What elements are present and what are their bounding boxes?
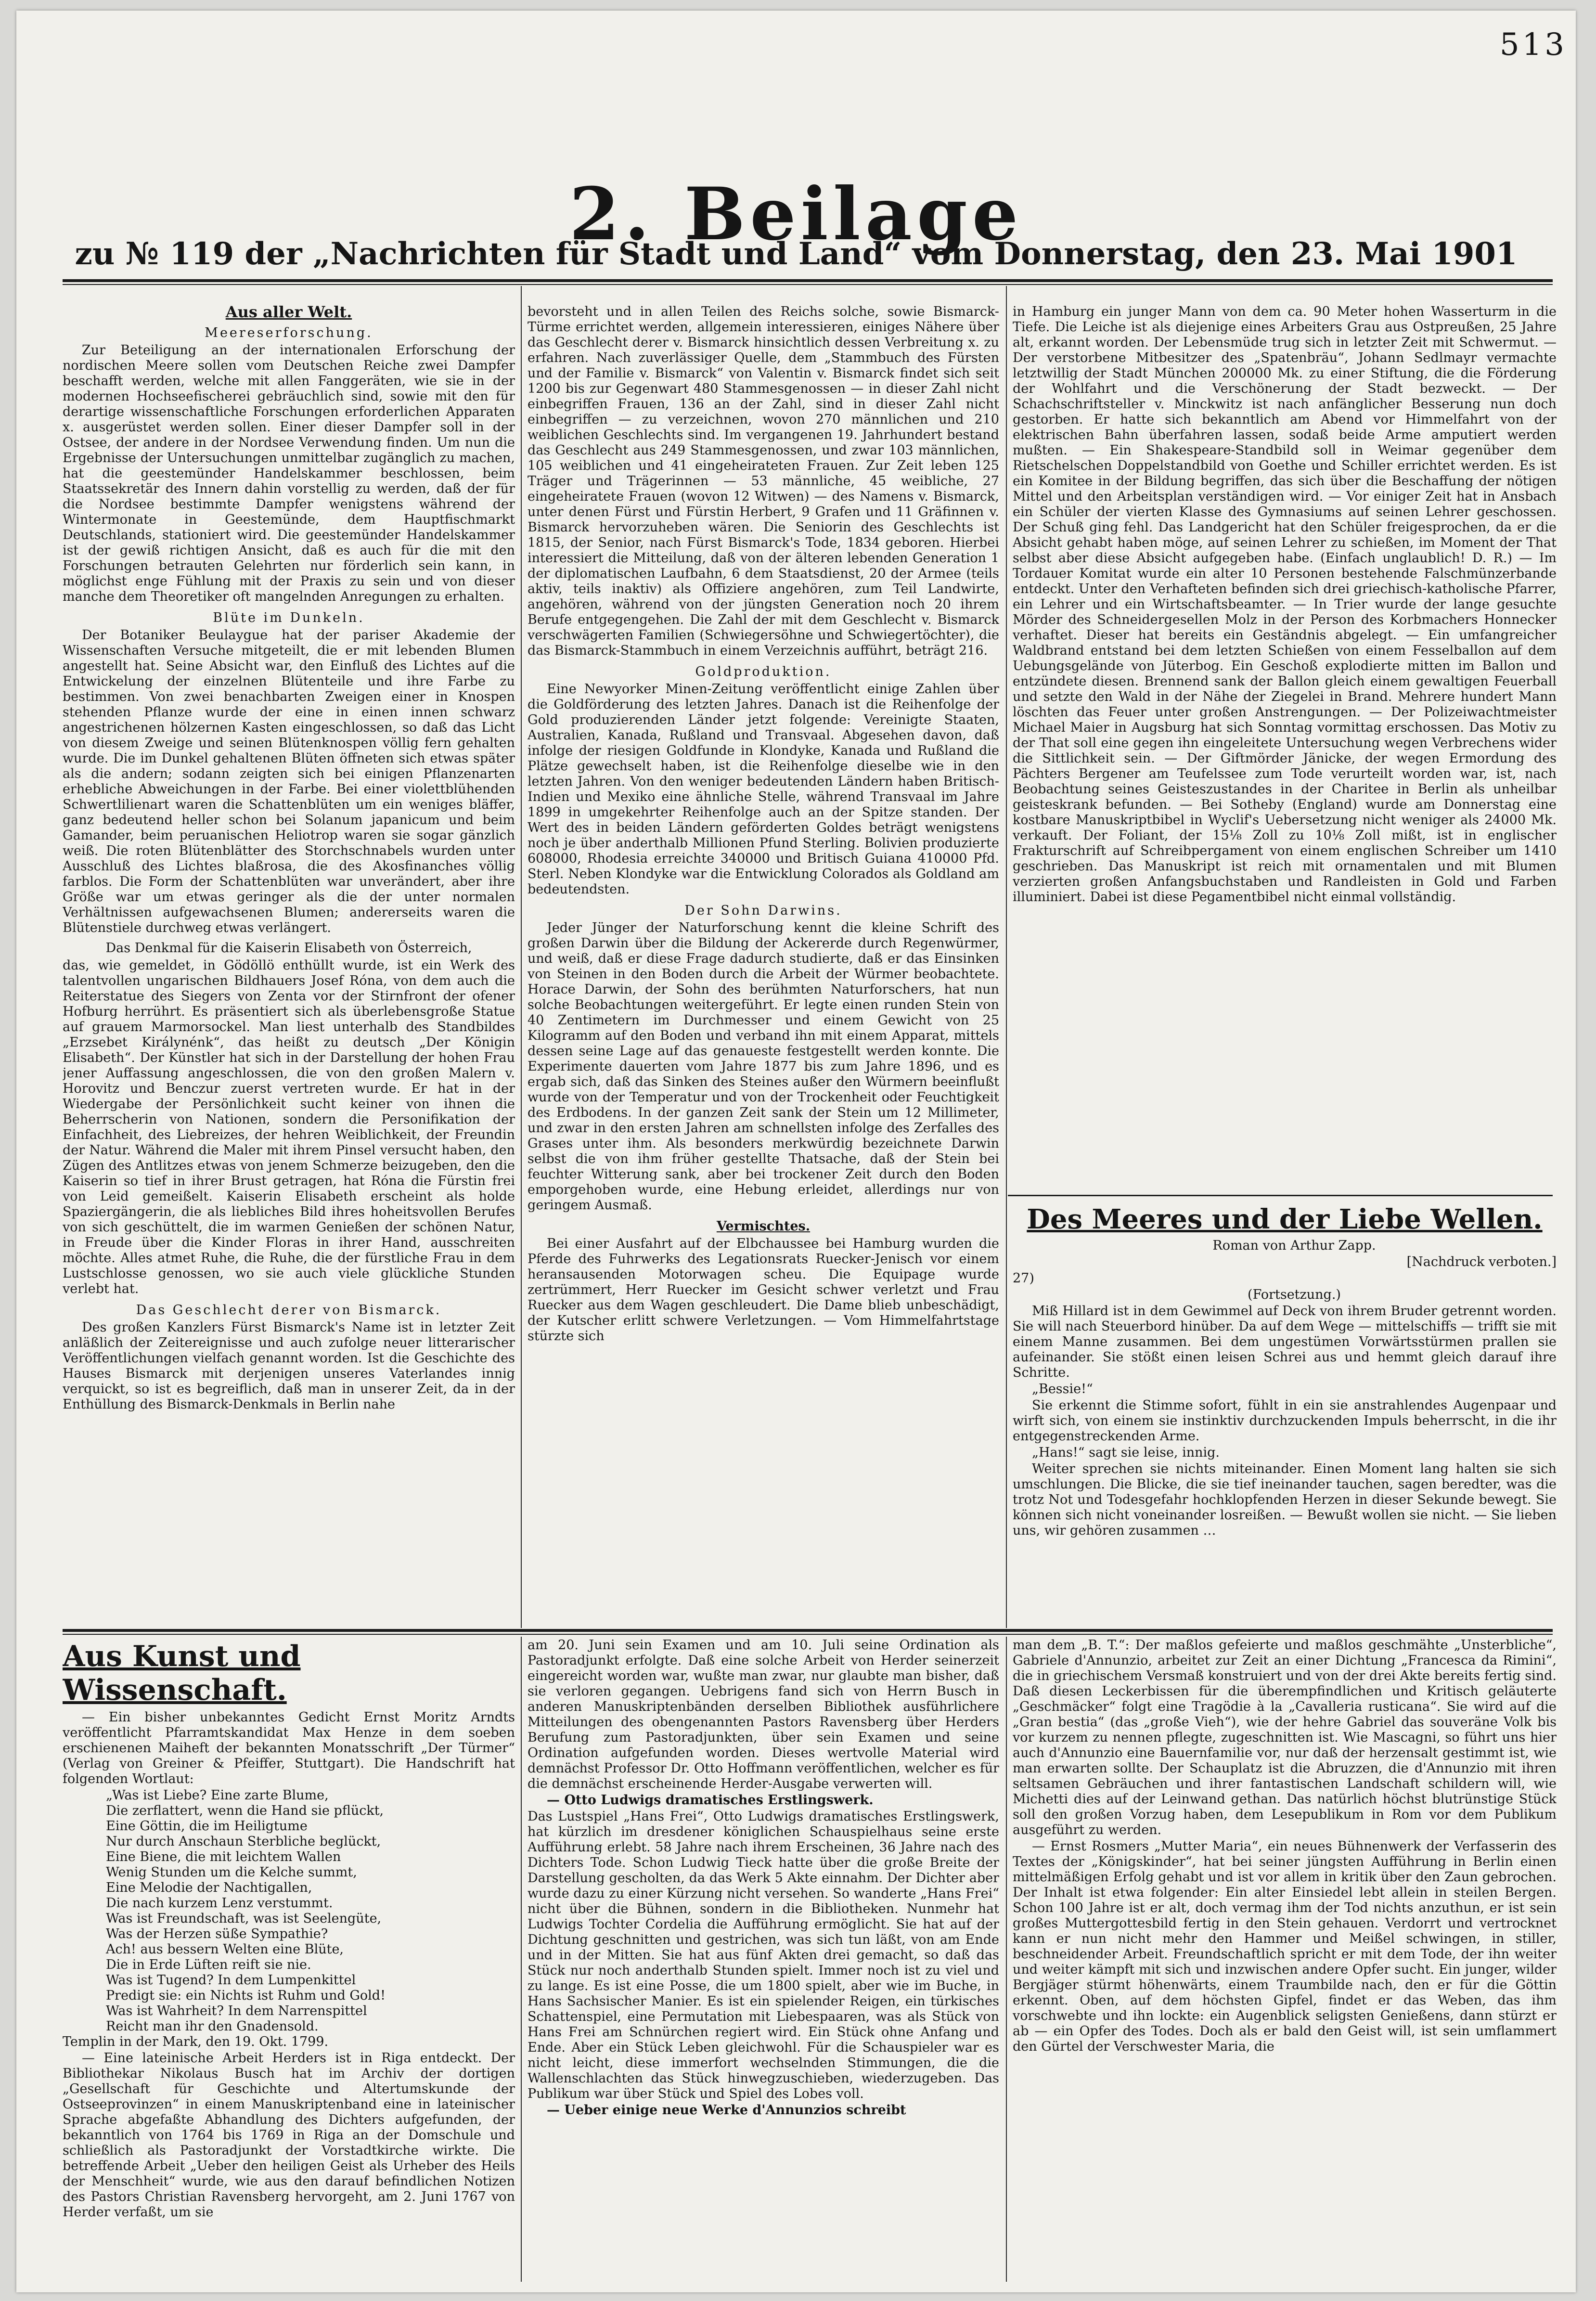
article-paragraph: Zur Beteiligung an der internationalen Erforschung der nordischen Meere sollen vom Deutschen Reiche zwei Dampfer beschafft werden, welche mit allen Fanggeräten, wie sie in der modernen Hochseefischerei gebräuchlich sind, sowie mit den für derartige wissenschaftliche Forschungen erforderlichen Apparaten x. ausgerüstet werden sollen. Einer dieser Dampfer soll in der Ostsee, der andere in der Nordsee Verwendung finden. Um nun die Ergebnisse der Untersuchungen unmittelbar zugänglich zu machen, hat die geestemünder Handelskammer beschlossen, beim Staatssekretär des Innern dahin vorstellig zu werden, daß der für die Nordsee bestimmte Dampfer wenigstens während der Wintermonate in Geestemünde, dem Hauptfischmarkt Deutschlands, stationiert wird. Die geestemünder Handelskammer ist der gewiß richtigen Ansicht, daß es auch für die mit den Forschungen betrauten Gelehrten nur förderlich sein kann, in möglichst enge Fühlung mit der Praxis zu sein und von dieser manche dem Theoretiker oft mangelnden Anregungen zu erhalten. [63,343,515,604]
serial-paragraph: Sie erkennt die Stimme sofort, fühlt in ein sie anstrahlendes Augenpaar und wirft sich, von einem sie instinktiv durchzuckenden Impuls beherrscht, in die ihr entgegenstreckenden Arme. [1013,1398,1557,1444]
column-divider [521,1637,522,2282]
section-rule [63,1629,1553,1632]
poem-line: Nur durch Anschaun Sterbliche beglückt, [106,1834,381,1849]
newspaper-page [16,11,1576,2292]
article-paragraph: Der Botaniker Beulaygue hat der pariser Akademie der Wissenschaften Versuche mitgeteilt, die er mit lebenden Blumen angestellt hat. Seine Absicht war, den Einfluß des Lichtes auf die Entwickelung der einzelnen Blütenteile und ihre Farbe zu bestimmen. Von zwei benachbarten Zweigen einer in Knospen stehenden Pflanze wurde der eine in einen innen schwarz angestrichenen hölzernen Kasten eingeschlossen, so daß das Licht von diesem Zweige und seinen Blütenknospen völlig fern gehalten wurde. Die im Dunkel gehaltenen Blüten öffneten sich etwas später als die andern; sodann zeigten sich bei einigen Pflanzenarten erhebliche Abweichungen in der Farbe. Bei einer violettblühenden Schwertlilienart waren die Schattenblüten um ein weniges bläffer, ganz bedeutend heller schon bei Solanum japanicum und beim Gamander, beim peruanischen Heliotrop waren sie sogar gänzlich weiß. Die roten Blütenblätter des Storchschnabels wurden unter Ausschluß des Lichtes blaßrosa, die des Akosfinanches völlig farblos. Die Form der Schattenblüten war unverändert, aber ihre Größe war um etwas geringer als die der unter normalen Verhältnissen aufgewachsenen Blumen; andererseits waren die Blütenstiele durchweg etwas verlängert. [63,628,515,935]
article-paragraph: in Hamburg ein junger Mann von dem ca. 90 Meter hohen Wasserturm in die Tiefe. Die Leiche ist als diejenige eines Arbeiters Grau aus Ostpreußen, 25 Jahre alt, erkannt worden. Der Lebensmüde trug sich in letzter Zeit mit Schwermut. — Der verstorbene Mitbesitzer des „Spatenbräu“, Johann Sedlmayr vermachte letztwillig der Stadt München 200000 Mk. zu einer Stiftung, die die Förderung der Wohlfahrt und die Verschönerung der Stadt bezweckt. — Der Schachschriftsteller v. Minckwitz ist nach anfänglicher Besserung nun doch gestorben. Er hatte sich bekanntlich am Abend vor Himmelfahrt von der elektrischen Bahn überfahren lassen, sodaß beide Arme amputiert werden mußten. — Ein Shakespeare-Standbild soll in Weimar gegenüber dem Rietschelschen Doppelstandbild von Goethe und Schiller errichtet werden. Es ist ein Komitee in der Bildung begriffen, das sich über die Beschaffung der nötigen Mittel und den Arbeitsplan verständigen wird. — Vor einiger Zeit hat in Ansbach ein Schüler der vierten Klasse des Gymnasiums auf seinen Lehrer geschossen. Der Schuß ging fehl. Das Landgericht hat den Schüler freigesprochen, da er die Absicht gehabt haben möge, auf seinen Lehrer zu schießen, im Moment der That selbst aber diese Absicht aufgegeben habe. (Einfach unglaublich! D. R.) — Im Tordauer Komitat wurde ein alter 10 Personen bestehende Falschmünzerbande entdeckt. Unter den Verhafteten befinden sich drei griechisch-katholische Pfarrer, ein Lehrer und ein Wirtschaftsbeamter. — In Trier wurde der lange gesuchte Mörder des Schneidergesellen Molz in der Person des Korbmachers Honnecker verhaftet. Dieser hat bereits ein Geständnis abgelegt. — Ein umfangreicher Waldbrand entstand bei dem letzten Schießen von einem Fesselballon auf dem Uebungsgelände von Jüterbog. Ein Geschoß explodierte mitten im Ballon und entzündete diesen. Brennend sank der Ballon gleich einem gewaltigen Feuerball und setzte den Wald in der Nähe der Ziegelei in Brand. Mehrere hundert Mann löschten das Feuer unter großen Anstrengungen. — Der Polizeiwachtmeister Michael Maier in Augsburg hat sich Sonntag vormittag erschossen. Das Motiv zu der That soll eine gegen ihn eingeleitete Untersuchung wegen Verbrechens wider die Sittlichkeit sein. — Der Giftmörder Jänicke, der wegen Ermordung des Pächters Bergener am Teufelssee zum Tode verurteilt worden war, ist, nach Beobachtung seines Geisteszustandes in der Charitee in Berlin als unheilbar geisteskrank befunden. — Bei Sotheby (England) wurde am Donnerstag eine kostbare Manuskriptbibel in Wyclif's Uebersetzung nicht weniger als 24000 Mk. verkauft. Der Foliant, der 15⅛ Zoll zu 10⅛ Zoll mißt, ist in englischer Frakturschrift auf Schreibpergament von einem englischen Schreiber um 1410 geschrieben. Das Manuskript ist reich mit ornamentalen und mit Blumen verzierten großen Anfangsbuchstaben und Randleisten in Gold und Farben illuminiert. Dabei ist diese Pegamentbibel nicht einmal vollständig. [1013,304,1557,905]
poem-line: Wenig Stunden um die Kelche summt, [106,1865,357,1880]
poem-line: Eine Göttin, die im Heiligtume [106,1819,308,1834]
article-subhead: — Otto Ludwigs dramatisches Erstlingswerk. [547,1793,874,1808]
serial-paragraph: Weiter sprechen sie nichts miteinander. Einen Moment lang halten sie sich umschlungen. Die Blicke, die sie tief ineinander tauchen, sagen beredter, was die trotz Not und Todesgefahr hochklopfenden Herzen in dieser Sekunde bewegt. Sie können sich nicht voneinander losreißen. — Bewußt wollen sie nicht. — Sie lieben uns, wir gehören zusammen … [1013,1461,1557,1538]
poem-line: Eine Biene, die mit leichtem Wallen [106,1849,341,1864]
article-paragraph: Eine Newyorker Minen-Zeitung veröffentlicht einige Zahlen über die Goldförderung des letzten Jahres. Danach ist die Reihenfolge der Gold produzierenden Länder jetzt folgende: Vereinigte Staaten, Australien, Kanada, Rußland und Transvaal. Abgesehen davon, daß infolge der riesigen Goldfunde in Klondyke, Kanada und Rußland die Plätze gewechselt haben, ist die Reihenfolge dieselbe wie in den letzten Jahren. Von den weniger bedeutenden Ländern haben Britisch-Indien und Mexiko eine ähnliche Stelle, während Transvaal im Jahre 1899 in umgekehrter Reihenfolge auch an der Spitze standen. Der Wert des in beiden Ländern geförderten Goldes beträgt wenigstens noch je über anderthalb Millionen Pfund Sterling. Bolivien produzierte 608000, Rhodesia erreichte 340000 und Britisch Guiana 410000 Pfd. Sterl. Neben Klondyke war die Entwicklung Colorados als Goldland am bedeutendsten. [528,682,999,897]
poem-line: Was der Herzen süße Sympathie? [106,1926,328,1941]
section-rule-thin [63,1634,1553,1635]
article-subhead: Der Sohn Darwins. [684,903,842,918]
article-paragraph: das, wie gemeldet, in Gödöllö enthüllt wurde, ist ein Werk des talentvollen ungarischen Bildhauers Josef Róna, von dem auch die Reiterstatue des Siegers von Zenta vor der Stirnfront der ofener Hofburg herrührt. Es präsentiert sich als überlebensgroße Statue auf grauem Marmorsockel. Man liest unterhalb des Standbildes „Erzsebet Királynénk“, das heißt zu deutsch „Der Königin Elisabeth“. Der Künstler hat sich in der Darstellung der hohen Frau jener Auffassung angeschlossen, die von den großen Malern v. Horovitz und Benczur zuerst vertreten wurde. Er hat in der Wiedergabe der Persönlichkeit sucht keiner von ihnen die Beherrscherin von Nationen, sondern die Personifikation der Einfachheit, des Liebreizes, der hehren Weiblichkeit, der Freundin der Natur. Während die Maler mit ihrem Pinsel versucht haben, den Zügen des Antlitzes etwas von jenem Schmerze beizugeben, den die Kaiserin so tief in ihrer Brust getragen, hat Róna die Fürstin frei von Leid gemeißelt. Kaiserin Elisabeth erscheint als holde Spaziergängerin, die als liebliches Bild ihres hoheitsvollen Berufes von sich geschüttelt, die im warmen Genießen der schönen Natur, in Freude über die Kinder Floras in ihrer Hand, ausschreiten möchte. Alles atmet Ruhe, die Ruhe, die der fürstliche Frau in dem Lustschlosse genossen, wo sie auch viele glückliche Stunden verlebt hat. [63,958,515,1296]
article-paragraph: Jeder Jünger der Naturforschung kennt die kleine Schrift des großen Darwin über die Bildung der Ackererde durch Regenwürmer, und weiß, daß er diese Frage dadurch studierte, daß er das Einsinken von Steinen in den Boden durch die Arbeit der Würmer beobachtete. Horace Darwin, der Sohn des berühmten Naturforschers, hat nun solche Beobachtungen weitergeführt. Er legte einen runden Stein von 40 Zentimetern im Durchmesser und einem Gewicht von 25 Kilogramm auf den Boden und verband ihn mit einem Apparat, mittels dessen seine Lage auf das genaueste festgestellt werden konnte. Die Experimente dauerten vom Jahre 1877 bis zum Jahre 1896, und es ergab sich, daß das Sinken des Steines außer den Würmern beeinflußt wurde von der Temperatur und von der Trockenheit oder Feuchtigkeit des Erdbodens. In der ganzen Zeit sank der Stein um 12 Millimeter, und zwar in den ersten Jahren am schnellsten infolge des Zerfalles des Grases unter ihm. Als besonders merkwürdig bezeichnete Darwin selbst die von ihm früher gestellte Thatsache, daß der Stein bei feuchter Witterung sank, aber bei trockener Zeit durch den Boden emporgehoben wurde, eine Hebung erleidet, allerdings nur von geringem Ausmaß. [528,920,999,1213]
serial-paragraph: „Hans!“ sagt sie leise, innig. [1032,1445,1220,1460]
article-subhead: Vermischtes. [716,1219,811,1234]
article-paragraph: Das Lustspiel „Hans Frei“, Otto Ludwigs dramatisches Erstlingswerk, hat kürzlich im dresdener königlichen Schauspielhaus seine erste Aufführung erlebt. 58 Jahre nach ihrem Erscheinen, 36 Jahre nach des Dichters Tode. Schon Ludwig Tieck hatte über die große Breite der Darstellung gescholten, da das Werk 5 Akte einnahm. Der Dichter aber wurde dazu zu einer Kürzung nicht versehen. So wanderte „Hans Frei“ nicht über die Bühnen, sondern in die Bibliotheken. Nunmehr hat Ludwigs Tochter Cordelia die Aufführung ermöglicht. Sie hat auf der Dichtung geschnitten und gestrichen, was sich tun läßt, von am Ende und in der Mitten. Sie hat aus fünf Akten drei gemacht, so daß das Stück nur noch anderthalb Stunden spielt. Immer noch ist zu viel und zu lange. Es ist eine Posse, die um 1800 spielt, aber wie im Buche, in Hans Sachsischer Manier. Es ist ein spielender Reigen, ein türkisches Schattenspiel, eine Permutation mit Liebespaaren, was als Stück von Hans Frei am Schnürchen regiert wird. Ein Stück ohne Anfang und Ende. Aber ein Stück Leben gleichwohl. Für die Schauspieler war es nicht leicht, diese immerfort wechselnden Stimmungen, die die Wallenschlachten das Stück hinwegzuschieben, wiederzugeben. Das Publikum war über Stück und Spiel des Lobes voll. [528,1809,999,2101]
article-subhead: Meereserforschung. [205,325,373,340]
poem-line: Reicht man ihr den Gnadensold. [106,2019,319,2034]
poem-line: Die zerflattert, wenn die Hand sie pflückt, [106,1803,384,1818]
article-paragraph: am 20. Juni sein Examen und am 10. Juli seine Ordination als Pastoradjunkt erfolgte. Daß eine solche Arbeit von Herder seinerzeit eingereicht worden war, wußte man zwar, nur glaubte man bisher, daß sie verloren gegangen. Uebrigens fand sich von Herrn Busch in anderen Manuskriptenbänden derselben Bibliothek ausführlichere Mitteilungen des obengenannten Pastors Ravensberg über Herders Berufung zum Pastoradjunkten, über sein Examen und seine Ordination aufgefunden worden. Dieses wertvolle Material wird demnächst Professor Dr. Otto Hoffmann veröffentlichen, welcher es für die demnächst erscheinende Herder-Ausgabe verwerten will. [528,1638,999,1791]
poem-line: Ach! aus bessern Welten eine Blüte, [106,1942,344,1957]
column-kunst [63,1638,515,2281]
serial-rule [1008,1195,1553,1196]
article-paragraph: Des großen Kanzlers Fürst Bismarck's Name ist in letzter Zeit anläßlich der Zeitereignisse und auch zufolge neuer litterarischer Veröffentlichungen vielfach genannt worden. Ist die Geschichte des Hauses Bismarck mit derjenigen unseres Vaterlandes innig verquickt, so ist es begreiflich, daß man in unserer Zeit, da in der Enthüllung des Bismarck-Denkmals in Berlin nahe [63,1320,515,1412]
serial-title: Des Meeres und der Liebe Wellen. [1027,1203,1543,1235]
article-paragraph: man dem „B. T.“: Der maßlos gefeierte und maßlos geschmähte „Unsterbliche“, Gabriele d'Annunzio, arbeitet zur Zeit an einer Dichtung „Francesca da Rimini“, die in griechischem Versmaß konstruiert und von der drei Akte bereits fertig sind. Daß diesen Leckerbissen für die überempfindlichen und Kritisch geläuterte „Geschmäcker“ folgt eine Tragödie à la „Cavalleria rusticana“. Sie wird auf die „Gran bestia“ (das „große Vieh“), wie der hehre Gabriel das souveräne Volk bis vor kurzem zu nennen pflegte, zugeschnitten ist. Wie Mascagni, so führt uns hier auch d'Annunzio eine Bauernfamilie vor, nur daß der herzensalt gestimmt ist, wie man erwarten sollte. Der Schauplatz ist die Abruzzen, die d'Annunzio mit ihren seltsamen Gebräuchen und ihrer fantastischen Landschaft schildern will, wie Michetti dies auf der Leinwand gethan. Das natürlich höchst blutrünstige Stück soll den großen Vorzug haben, dem Lesepublikum in Rom vor dem Publikum ausgeführt zu werden. [1013,1638,1557,1837]
section-heading: Aus Kunst und Wissenschaft. [63,1640,301,1707]
column-divider [521,286,522,1628]
column-kunst-3 [1013,1638,1557,2281]
serial-paragraph: Miß Hillard ist in dem Gewimmel auf Deck von ihrem Bruder getrennt worden. Sie will nach Steuerbord hinüber. Da auf dem Wege — mittelschiffs — trifft sie mit einem Manne zusammen. Bei dem ungestümen Vorwärtsstürmen prallen sie aufeinander. Sie stößt einen leisen Schrei aus und hemmt gleich darauf ihre Schritte. [1013,1304,1557,1380]
article-paragraph: bevorsteht und in allen Teilen des Reichs solche, sowie Bismarck-Türme errichtet werden, allgemein interessieren, einiges Nähere über das Geschlecht derer v. Bismarck hinsichtlich dessen Verbreitung x. zu erfahren. Nach zuverlässiger Quelle, dem „Stammbuch des Fürsten und der Familie v. Bismarck“ von Valentin v. Bismarck findet sich seit 1200 bis zur Gegenwart 480 Stammesgenossen — in dieser Zahl nicht einbegriffen Frauen, 136 an der Zahl, sind in dieser Zahl nicht einbegriffen — zu verzeichnen, wovon 270 männlichen und 210 weiblichen Geschlechts sind. Im vergangenen 19. Jahrhundert bestand das Geschlecht aus 249 Stammesgenossen, und zwar 103 männlichen, 105 weiblichen und 41 eingeheirateten Frauen. Zur Zeit leben 125 Träger und Trägerinnen — 53 männliche, 45 weibliche, 27 eingeheiratete Frauen (wovon 12 Witwen) — des Namens v. Bismarck, unter denen Fürst und Fürstin Herbert, 9 Grafen und 11 Gräfinnen v. Bismarck hervorzuheben wären. Die Seniorin des Geschlechts ist 1815, der Senior, nach Fürst Bismarck's Tode, 1834 geboren. Hierbei interessiert die Mitteilung, daß von der älteren lebenden Generation 1 der diplomatischen Laufbahn, 6 dem Staatsdienst, 20 der Armee (teils aktiv, teils inaktiv) als Offiziere angehören, zum Teil Landwirte, angehören, während von der jüngsten Generation noch 20 ihrem Berufe entgegengehen. Die Zahl der mit dem Geschlecht v. Bismarck verschwägerten Familien (Schwiegersöhne und Schwiegertöchter), die das Bismarck-Stammbuch in einem Verzeichnis aufführt, beträgt 216. [528,304,999,658]
supplement-title: 2. Beilage [569,172,1023,257]
article-paragraph: — Eine lateinische Arbeit Herders ist in Riga entdeckt. Der Bibliothekar Nikolaus Busch hat im Archiv der dortigen „Gesellschaft für Geschichte und Altertumskunde der Ostseeprovinzen“ in einem Manuskriptenband eine in lateinischer Sprache abgefaßte Abhandlung des Dichters aufgefunden, der bekanntlich von 1764 bis 1769 in Riga an der Domschule und schließlich als Pastoradjunkt der Vorstadtkirche wirkte. Die betreffende Arbeit „Ueber den heiligen Geist als Urheber des Heils der Menschheit“ wurde, wie aus den darauf befindlichen Notizen des Pastors Christian Ravensberg hervorgeht, am 2. Juni 1767 von Herder verfaßt, um sie [63,2051,515,2220]
issue-line: zu № 119 der „Nachrichten für Stadt und Land“ vom Donnerstag, den 23. Mai 1901 [75,236,1518,272]
serial-novel [1013,1200,1557,1626]
serial-paragraph: „Bessie!“ [1032,1382,1093,1396]
article-subhead: Das Geschlecht derer von Bismarck. [136,1303,442,1318]
article-subhead: Das Denkmal für die Kaiserin Elisabeth von Österreich, [105,941,472,956]
article-paragraph: Bei einer Ausfahrt auf der Elbchaussee bei Hamburg wurden die Pferde des Fuhrwerks des Legationsrats Ruecker-Jenisch vor einem heransausenden Motorwagen scheu. Die Equipage wurde zertrümmert, Herr Ruecker im Gesicht schwer verletzt und Frau Ruecker aus dem Wagen geschleudert. Die Dame blieb unbeschädigt, der Kutscher erlitt schwere Verletzungen. — Vom Himmelfahrtstage stürzte sich [528,1236,999,1344]
poem-line: Was ist Wahrheit? In dem Narrenspittel [106,2004,367,2018]
poem-signature: Templin in der Mark, den 19. Okt. 1799. [63,2034,329,2049]
column-aus-aller-welt [63,304,515,1626]
poem-line: Eine Melodie der Nachtigallen, [106,1880,312,1895]
section-heading: Aus aller Welt. [225,304,352,321]
column-news [1013,304,1557,1190]
article-paragraph: — Ueber einige neue Werke d'Annunzios schreibt [547,2103,906,2118]
column-kunst-2 [528,1638,999,2281]
poem-line: „Was ist Liebe? Eine zarte Blume, [106,1788,329,1803]
reprint-notice: [Nachdruck verboten.] [1406,1254,1557,1269]
poem-line: Was ist Tugend? In dem Lumpenkittel [106,1973,356,1988]
article-subhead: Goldproduktion. [695,664,832,679]
column-middle [528,304,999,1626]
header-rule-thin [63,284,1553,285]
poem-line: Die nach kurzem Lenz verstummt. [106,1896,333,1911]
column-divider [1006,286,1007,1628]
article-paragraph: — Ein bisher unbekanntes Gedicht Ernst Moritz Arndts veröffentlicht Pfarramtskandidat Max Henze in dem soeben erschienenen Maiheft der bekannten Monatsschrift „Der Türmer“ (Verlag von Greiner & Pfeiffer, Stuttgart). Die Handschrift hat folgenden Wortlaut: [63,1710,515,1786]
serial-number: 27) [1013,1271,1034,1286]
column-divider [1006,1637,1007,2282]
article-subhead: Blüte im Dunkeln. [213,610,365,625]
poem-line: Was ist Freundschaft, was ist Seelengüte, [106,1911,382,1926]
poem-line: Predigt sie: ein Nichts ist Ruhm und Gold! [106,1988,386,2003]
page-number: 513 [1499,27,1567,63]
article-paragraph: — Ernst Rosmers „Mutter Maria“, ein neues Bühnenwerk der Verfasserin des Textes der „Königskinder“, hat bei seiner jüngsten Aufführung in Berlin einen mittelmäßigen Erfolg gehabt und ist vor allem in kritik über den Zaun gebrochen. Der Inhalt ist etwa folgender: Ein alter Einsiedel lebt allein in steilen Bergen. Schon 100 Jahre ist er alt, doch vermag ihm der Tod nichts anzuthun, er ist sein großes Muttergottesbild fertig in den Stein gehauen. Verdorrt und vertrocknet kann er nun nicht mehr den Hammer und Meißel schwingen, in stiller, beschneidender Arbeit. Freundschaftlich spricht er mit dem Tode, der ihn weiter und weiter kämpft mit sich und inzwischen andere Opfer sucht. Ein junger, wilder Bergjäger stürmt höhenwärts, einem Traumbilde nach, den er für die Göttin erkennt. Oben, auf dem höchsten Gipfel, findet er das Weben, das ihm vorschwebte und ihn lockte: ein Augenblick seligsten Genießens, dann stürzt er ab — ein Opfer des Todes. Doch als er bald den Geist will, ist sein umflammert den Gürtel der Verschwester Maria, die [1013,1839,1557,2054]
poem-line: Die in Erde Lüften reift sie nie. [106,1957,311,1972]
serial-byline: Roman von Arthur Zapp. [1212,1238,1376,1253]
header-rule [63,279,1553,282]
serial-continuation: (Fortsetzung.) [1248,1287,1341,1302]
